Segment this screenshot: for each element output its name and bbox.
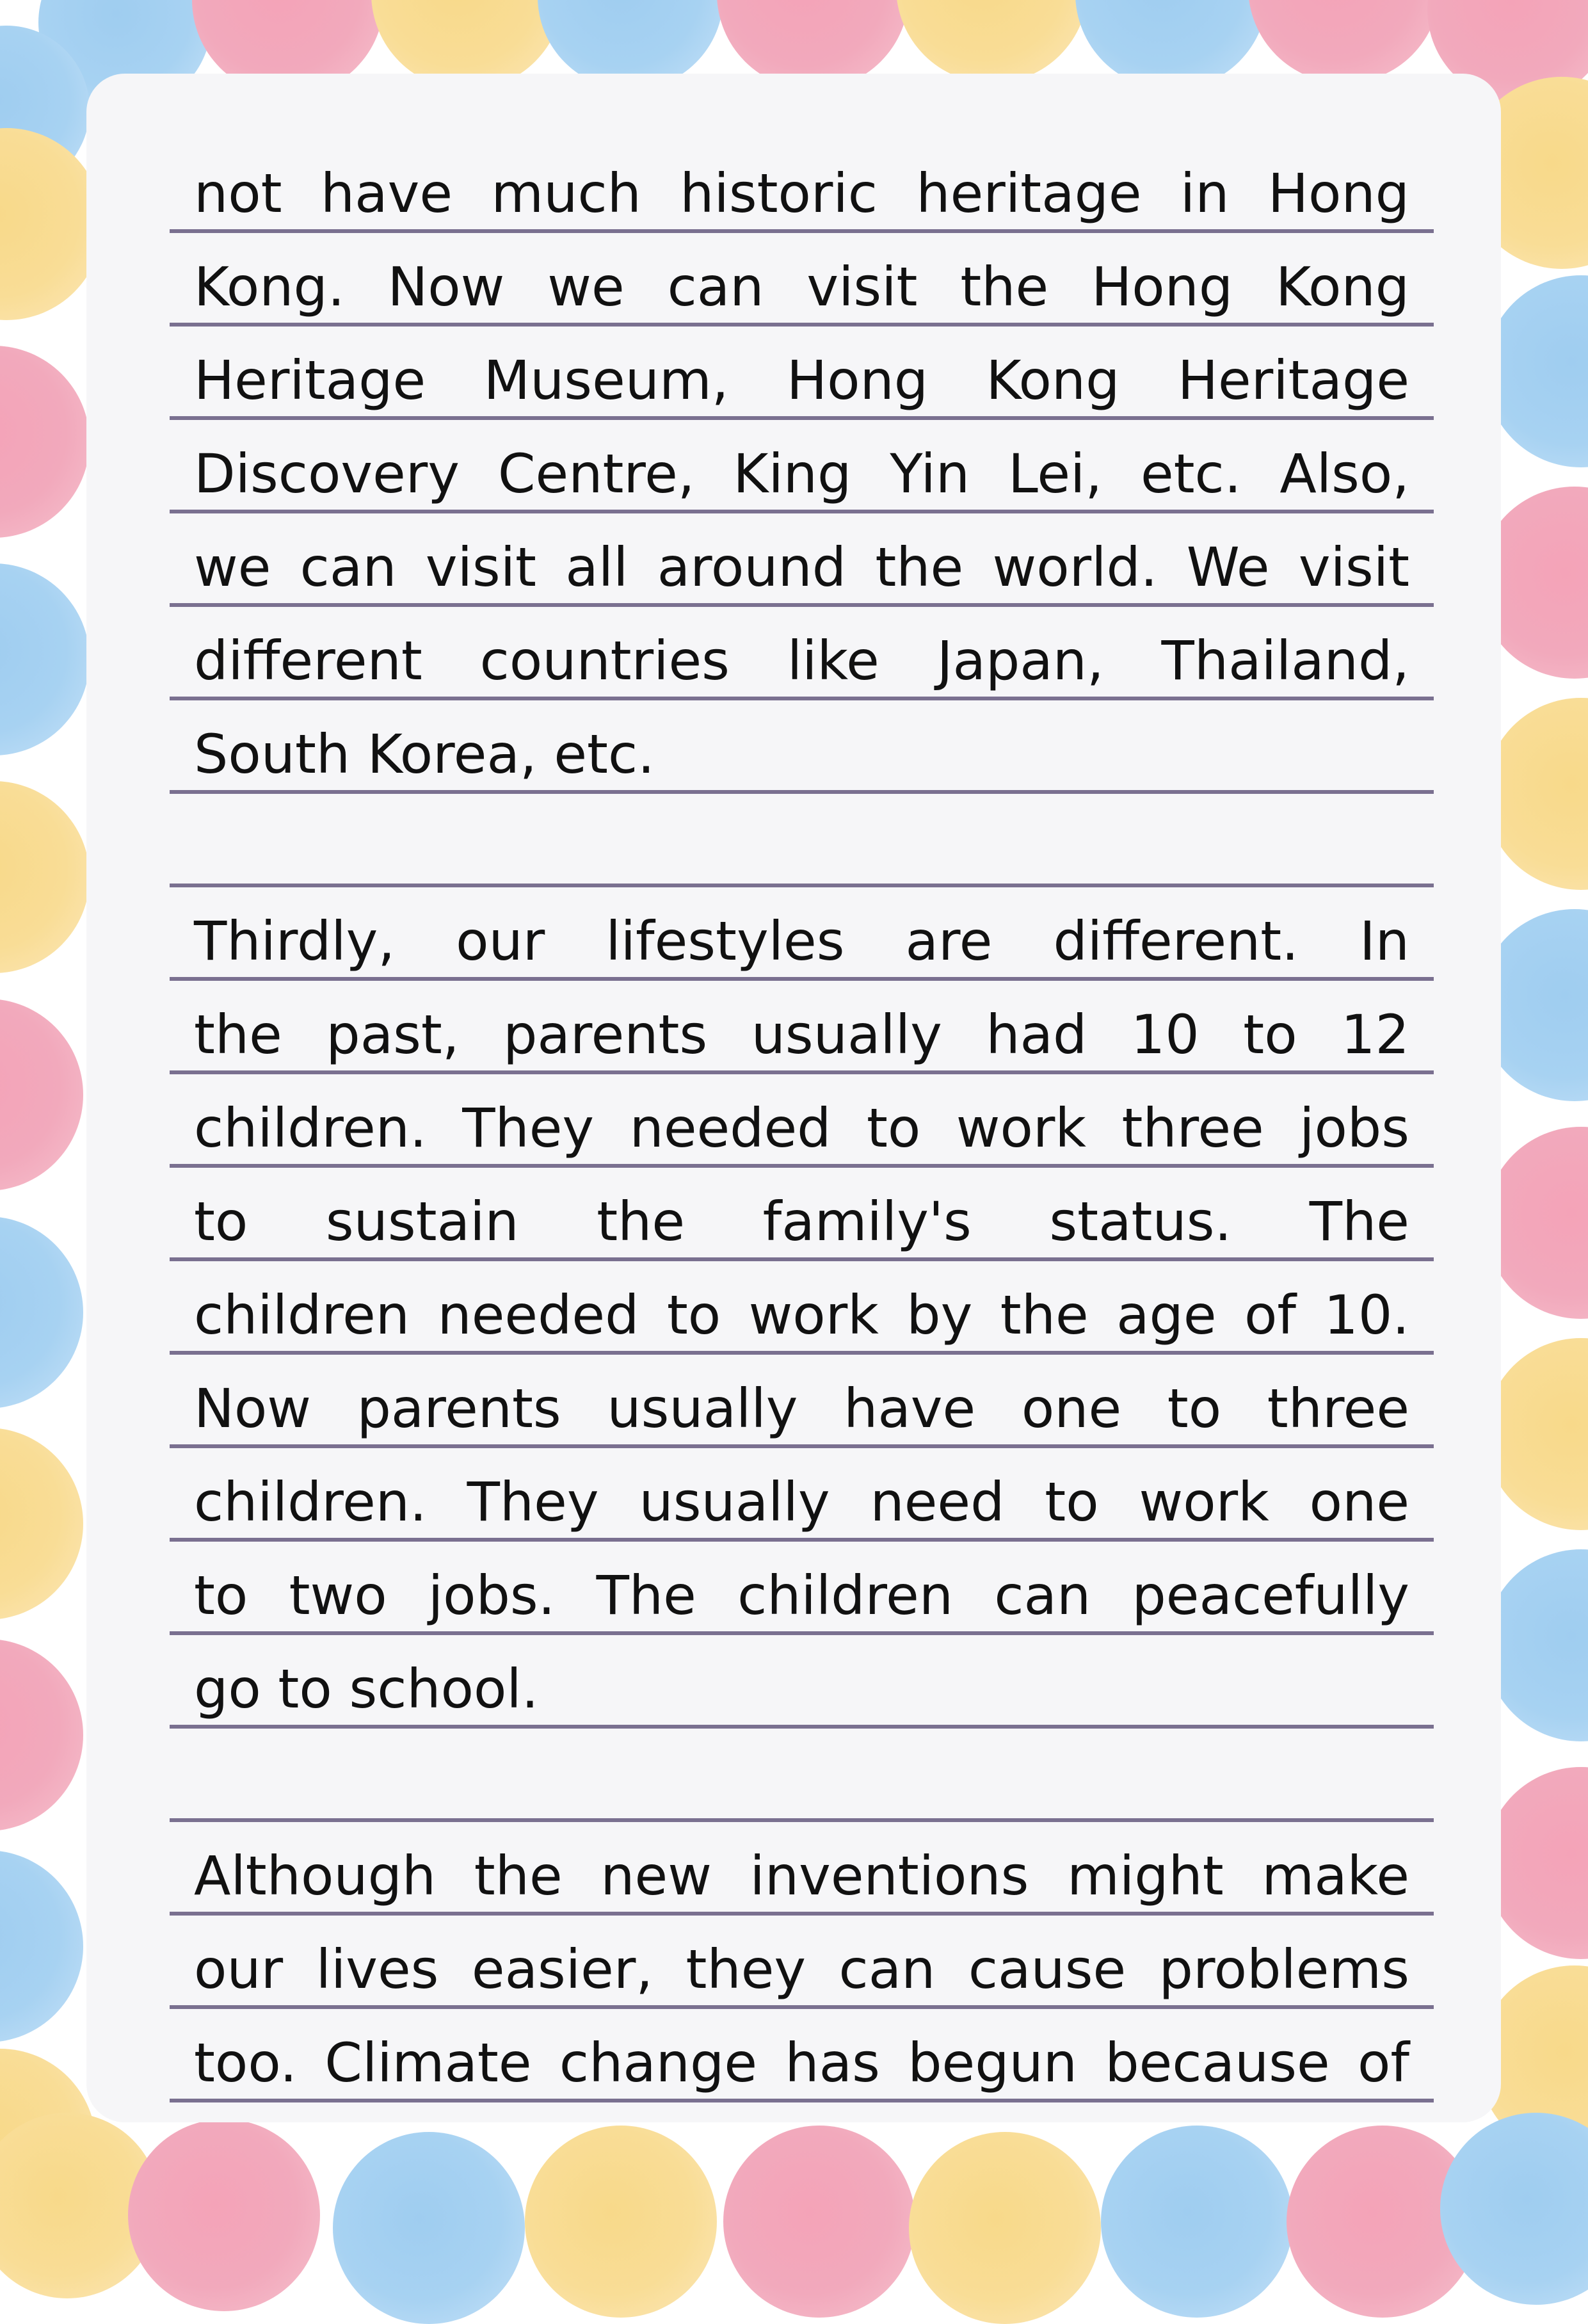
text-line [170, 1168, 1434, 1261]
text-line [170, 513, 1434, 607]
line-text: Although the new inventions might make [194, 1844, 1409, 1907]
line-text: different countries like Japan, Thailand, [194, 629, 1409, 692]
text-line [170, 1916, 1434, 2009]
line-text: Discovery Centre, King Yin Lei, etc. Also, [194, 442, 1409, 505]
line-text: to sustain the family's status. The [194, 1190, 1409, 1253]
text-line [170, 1355, 1434, 1448]
line-text: go to school. [194, 1658, 539, 1720]
line-text: Heritage Museum, Hong Kong Heritage [194, 349, 1409, 412]
line-text: children. They needed to work three jobs [194, 1097, 1409, 1159]
text-line [170, 1074, 1434, 1168]
blank-ruled-line [170, 794, 1434, 887]
text-line [170, 233, 1434, 327]
blank-ruled-line [170, 1729, 1434, 1822]
text-line [170, 420, 1434, 513]
line-text: Thirdly, our lifestyles are different. In [194, 910, 1409, 972]
text-line [170, 2009, 1434, 2102]
text-line [170, 607, 1434, 700]
line-text: South Korea, etc. [194, 723, 655, 786]
line-text: Now parents usually have one to three [194, 1377, 1409, 1440]
text-line [170, 981, 1434, 1074]
line-text: children. They usually need to work one [194, 1471, 1409, 1533]
text-line [170, 1542, 1434, 1635]
text-line [170, 140, 1434, 233]
line-text: the past, parents usually had 10 to 12 [194, 1003, 1409, 1066]
text-line [170, 1822, 1434, 1916]
text-line [170, 1635, 1434, 1729]
line-text: we can visit all around the world. We visit [194, 536, 1409, 599]
text-line [170, 887, 1434, 981]
line-text: not have much historic heritage in Hong [194, 162, 1409, 225]
text-line [170, 327, 1434, 420]
line-text: to two jobs. The children can peacefully [194, 1564, 1409, 1627]
line-text: children needed to work by the age of 10. [194, 1284, 1409, 1346]
text-line [170, 1448, 1434, 1542]
line-text: Kong. Now we can visit the Hong Kong [194, 255, 1409, 318]
line-text: our lives easier, they can cause problems [194, 1938, 1409, 2001]
text-line [170, 1261, 1434, 1355]
line-text: too. Climate change has begun because of [194, 2031, 1409, 2094]
text-line [170, 700, 1434, 794]
